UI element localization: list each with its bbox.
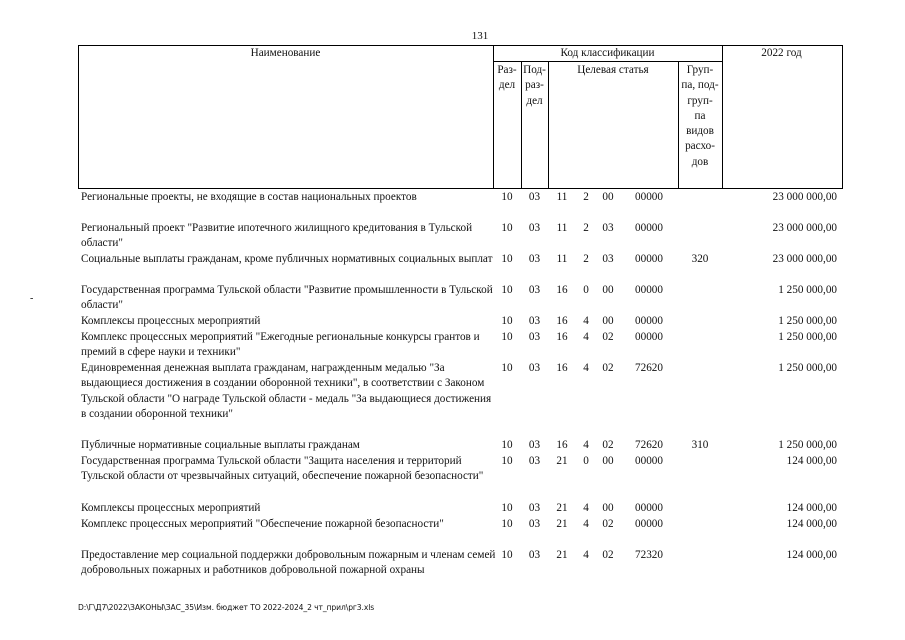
- row-cs1: 21: [556, 502, 568, 514]
- row-cs4: 72620: [635, 362, 663, 374]
- row-cs1: 16: [556, 284, 568, 296]
- row-cs2: 0: [583, 284, 589, 296]
- row-podrazdel: 03: [528, 191, 541, 203]
- row-cs1: 16: [556, 362, 568, 374]
- row-cs1: 11: [556, 191, 568, 203]
- page-number: 131: [471, 30, 489, 42]
- row-amount: 1 250 000,00: [778, 362, 837, 374]
- row-cs2: 2: [583, 222, 589, 234]
- table-header-frame: [78, 45, 843, 189]
- row-amount: 1 250 000,00: [778, 439, 837, 451]
- row-podrazdel: 03: [528, 222, 541, 234]
- header-subsection: Под- раз- дел: [523, 64, 546, 107]
- file-path-footer: D:\Г\Д7\2022\ЗАКОНЫ\ЗАС_35\Изм. бюджет ТО 2022-2024_2 чт_прил\рг3.xls: [78, 603, 375, 612]
- row-cs3: 02: [602, 549, 614, 561]
- row-podrazdel: 03: [528, 284, 541, 296]
- row-cs1: 11: [556, 253, 568, 265]
- header-name: Наименование: [250, 47, 321, 59]
- row-razdel: 10: [501, 331, 513, 343]
- budget-table: [78, 45, 841, 585]
- row-cs2: 2: [583, 253, 589, 265]
- row-amount: 23 000 000,00: [772, 191, 837, 203]
- row-name: Комплексы процессных мероприятий: [81, 315, 261, 327]
- row-cs1: 21: [556, 518, 568, 530]
- row-amount: 124 000,00: [786, 502, 837, 514]
- row-cs1: 16: [556, 439, 568, 451]
- row-name: Публичные нормативные социальные выплаты гражданам: [81, 439, 360, 451]
- row-podrazdel: 03: [528, 439, 541, 451]
- row-razdel: 10: [501, 518, 513, 530]
- row-cs2: 4: [583, 331, 589, 343]
- row-razdel: 10: [501, 549, 513, 561]
- row-cs2: 4: [583, 362, 589, 374]
- row-cs4: 00000: [635, 191, 663, 203]
- row-cs4: 00000: [635, 253, 663, 265]
- row-cs1: 11: [556, 222, 568, 234]
- row-cs4: 00000: [635, 502, 663, 514]
- header-expense-group: Груп- па, под- груп- па видов расхо- дов: [681, 64, 719, 168]
- row-podrazdel: 03: [528, 549, 541, 561]
- row-name: Комплексы процессных мероприятий: [81, 502, 261, 514]
- row-podrazdel: 03: [528, 455, 541, 467]
- row-cs4: 00000: [635, 222, 663, 234]
- row-cs4: 00000: [635, 331, 663, 343]
- row-cs2: 0: [583, 455, 589, 467]
- row-name: Государственная программа Тульской области "Развитие промышленности в Тульской области": [81, 284, 493, 312]
- row-razdel: 10: [501, 362, 513, 374]
- row-cs1: 21: [556, 549, 568, 561]
- row-cs3: 00: [602, 191, 614, 203]
- row-podrazdel: 03: [528, 253, 541, 265]
- row-cs3: 02: [602, 331, 614, 343]
- row-podrazdel: 03: [528, 315, 541, 327]
- row-cs1: 16: [556, 315, 568, 327]
- row-razdel: 10: [501, 455, 513, 467]
- row-razdel: 10: [501, 191, 513, 203]
- row-cs3: 02: [602, 439, 614, 451]
- header-section: Раз- дел: [497, 64, 517, 92]
- row-name: Социальные выплаты гражданам, кроме публичных нормативных социальных выплат: [81, 253, 493, 265]
- side-mark: -: [30, 293, 34, 304]
- row-razdel: 10: [501, 284, 513, 296]
- row-cs2: 4: [583, 549, 589, 561]
- row-podrazdel: 03: [528, 502, 541, 514]
- row-name: Предоставление мер социальной поддержки добровольным пожарным и членам семей добровольных пожарных и работников добровольной пожарной охраны: [81, 549, 496, 577]
- row-cs3: 00: [602, 284, 614, 296]
- row-razdel: 10: [501, 315, 513, 327]
- row-name: Комплекс процессных мероприятий "Ежегодные региональные конкурсы грантов и премий в сфере науки и техники": [81, 331, 480, 359]
- row-cs3: 02: [602, 362, 614, 374]
- row-cs2: 4: [583, 518, 589, 530]
- header-divider: [548, 61, 549, 188]
- row-name: Комплекс процессных мероприятий "Обеспечение пожарной безопасности": [81, 518, 444, 530]
- row-cs4: 00000: [635, 284, 663, 296]
- row-cs4: 72320: [635, 549, 663, 561]
- row-cs1: 16: [556, 331, 568, 343]
- row-razdel: 10: [501, 253, 513, 265]
- row-cs2: 4: [583, 315, 589, 327]
- row-razdel: 10: [501, 222, 513, 234]
- header-classification: Код классификации: [560, 47, 655, 59]
- row-amount: 1 250 000,00: [778, 331, 837, 343]
- row-cs2: 2: [583, 191, 589, 203]
- header-divider: [722, 45, 723, 188]
- row-cs3: 02: [602, 518, 614, 530]
- row-cs3: 00: [602, 315, 614, 327]
- row-cs3: 00: [602, 502, 614, 514]
- row-podrazdel: 03: [528, 331, 541, 343]
- row-cs4: 72620: [635, 439, 663, 451]
- row-razdel: 10: [501, 439, 513, 451]
- row-name: Региональный проект "Развитие ипотечного жилищного кредитования в Тульской области": [81, 222, 473, 250]
- row-vr: 310: [691, 439, 709, 451]
- row-amount: 124 000,00: [786, 455, 837, 467]
- row-cs3: 00: [602, 455, 614, 467]
- header-year: 2022 год: [761, 47, 802, 59]
- row-amount: 23 000 000,00: [772, 253, 837, 265]
- row-amount: 124 000,00: [786, 518, 837, 530]
- row-cs4: 00000: [635, 518, 663, 530]
- row-amount: 124 000,00: [786, 549, 837, 561]
- row-cs1: 21: [556, 455, 568, 467]
- row-podrazdel: 03: [528, 518, 541, 530]
- row-cs2: 4: [583, 439, 589, 451]
- row-cs4: 00000: [635, 455, 663, 467]
- row-cs3: 03: [602, 222, 614, 234]
- row-razdel: 10: [501, 502, 513, 514]
- header-target-article: Целевая статья: [577, 64, 649, 76]
- row-cs4: 00000: [635, 315, 663, 327]
- row-name: Государственная программа Тульской области "Защита населения и территорий Тульской области от чрезвычайных ситуаций, обеспечение пожарной безопасности": [81, 455, 484, 483]
- row-name: Единовременная денежная выплата гражданам, награжденным медалью "За выдающиеся достижения в создании оборонной техники", в соответствии с Законом Тульской области "О награде Тульской области - медаль "За выдающиеся достижения в создании оборонной техники": [81, 362, 492, 420]
- row-cs2: 4: [583, 502, 589, 514]
- row-vr: 320: [691, 253, 709, 265]
- row-podrazdel: 03: [528, 362, 541, 374]
- row-amount: 23 000 000,00: [772, 222, 837, 234]
- row-amount: 1 250 000,00: [778, 315, 837, 327]
- row-name: Региональные проекты, не входящие в состав национальных проектов: [81, 191, 417, 203]
- row-amount: 1 250 000,00: [778, 284, 837, 296]
- row-cs3: 03: [602, 253, 614, 265]
